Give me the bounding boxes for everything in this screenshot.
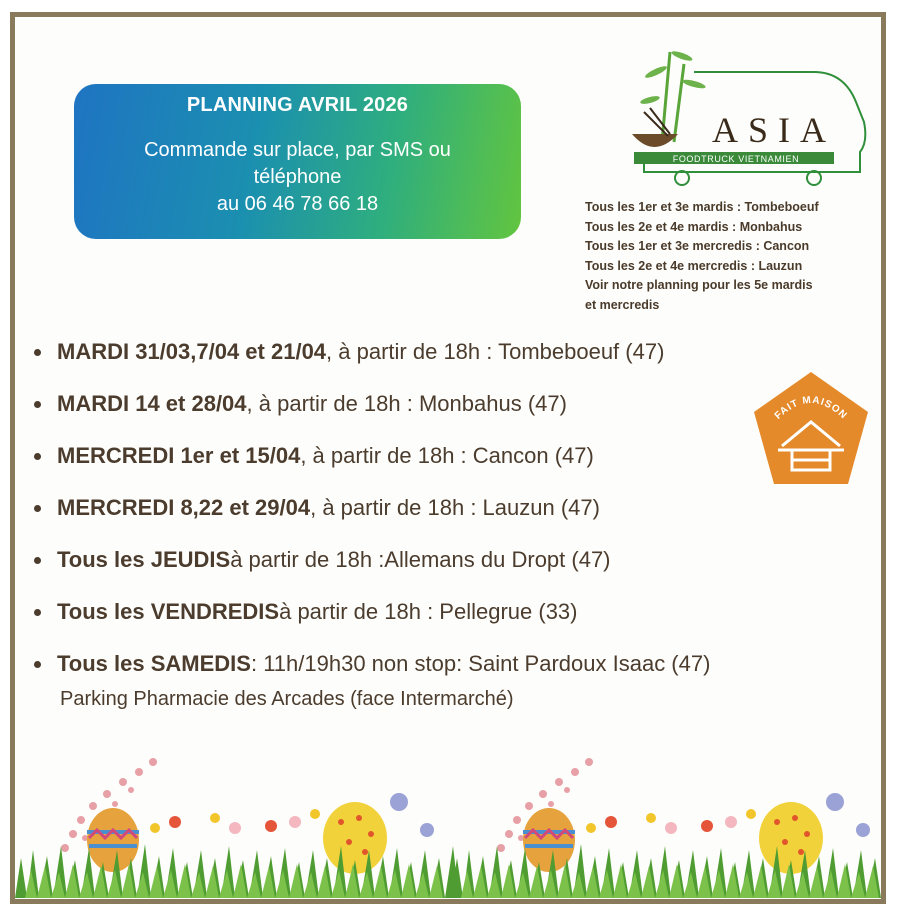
schedule-line: Tous les 1er et 3e mercredis : Cancon — [585, 239, 810, 253]
bullet-icon — [34, 557, 41, 564]
schedule-line: et mercredis — [585, 297, 660, 312]
item-detail: , à partir de 18h : Lauzun (47) — [310, 495, 600, 520]
fait-maison-badge — [752, 370, 870, 486]
easter-spring-illustration — [15, 738, 881, 898]
schedule-line: Tous les 1er et 3e mardis : Tombeboeuf — [585, 200, 819, 214]
schedule-line: Tous les 2e et 4e mercredis : Lauzun — [585, 258, 803, 273]
item-detail: à partir de 18h : Pellegrue (33) — [279, 599, 578, 624]
list-item — [34, 378, 754, 430]
bullet-icon — [34, 349, 41, 356]
item-detail: à partir de 18h :Allemans du Dropt (47) — [230, 547, 611, 572]
bullet-icon — [34, 401, 41, 408]
banner-contact — [74, 137, 521, 218]
item-detail: , à partir de 18h : Cancon (47) — [300, 443, 594, 468]
item-date: MERCREDI 8,22 et 29/04 — [57, 495, 311, 520]
item-date: MERCREDI 1er et 15/04 — [57, 443, 301, 468]
recurring-schedule — [585, 198, 885, 315]
list-item — [34, 326, 754, 378]
banner-line-1: Commande sur place, par SMS ou — [144, 139, 451, 161]
item-date: Tous les VENDREDIS — [57, 599, 280, 624]
parking-note: Parking Pharmacie des Arcades (face Intermarché) — [60, 688, 514, 710]
item-date: Tous les SAMEDIS — [57, 651, 251, 676]
logo-brand-text: ASIA — [712, 110, 837, 150]
list-item — [34, 534, 754, 586]
schedule-line: Voir notre planning pour les 5e mardis — [585, 278, 813, 292]
item-detail: , à partir de 18h : Tombeboeuf (47) — [326, 339, 665, 364]
banner-title: PLANNING AVRIL 2026 — [186, 94, 409, 116]
list-item — [34, 638, 754, 690]
schedule-line: Tous les 2e et 4e mardis : Monbahus — [585, 219, 803, 234]
badge-text: FAIT MAISON — [772, 394, 850, 422]
bullet-icon — [34, 609, 41, 616]
item-detail: : 11h/19h30 non stop: Saint Pardoux Isaac (47) — [250, 651, 711, 676]
bullet-icon — [34, 661, 41, 668]
banner-line-3: au 06 46 78 66 18 — [216, 193, 379, 215]
asia-foodtruck-logo — [624, 42, 870, 192]
item-date: Tous les JEUDIS — [57, 547, 231, 572]
item-detail: , à partir de 18h : Monbahus (47) — [246, 391, 567, 416]
item-date: MARDI 14 et 28/04 — [57, 391, 247, 416]
list-item — [34, 430, 754, 482]
bullet-icon — [34, 453, 41, 460]
banner-line-2: téléphone — [253, 166, 342, 188]
bullet-icon — [34, 505, 41, 512]
list-item — [34, 482, 754, 534]
list-item — [34, 586, 754, 638]
logo-tagline: FOODTRUCK VIETNAMIEN — [672, 154, 800, 164]
dates-list — [34, 326, 754, 690]
planning-banner — [74, 84, 521, 239]
food-bowl-chopsticks-icon — [632, 108, 678, 147]
item-date: MARDI 31/03,7/04 et 21/04 — [57, 339, 327, 364]
